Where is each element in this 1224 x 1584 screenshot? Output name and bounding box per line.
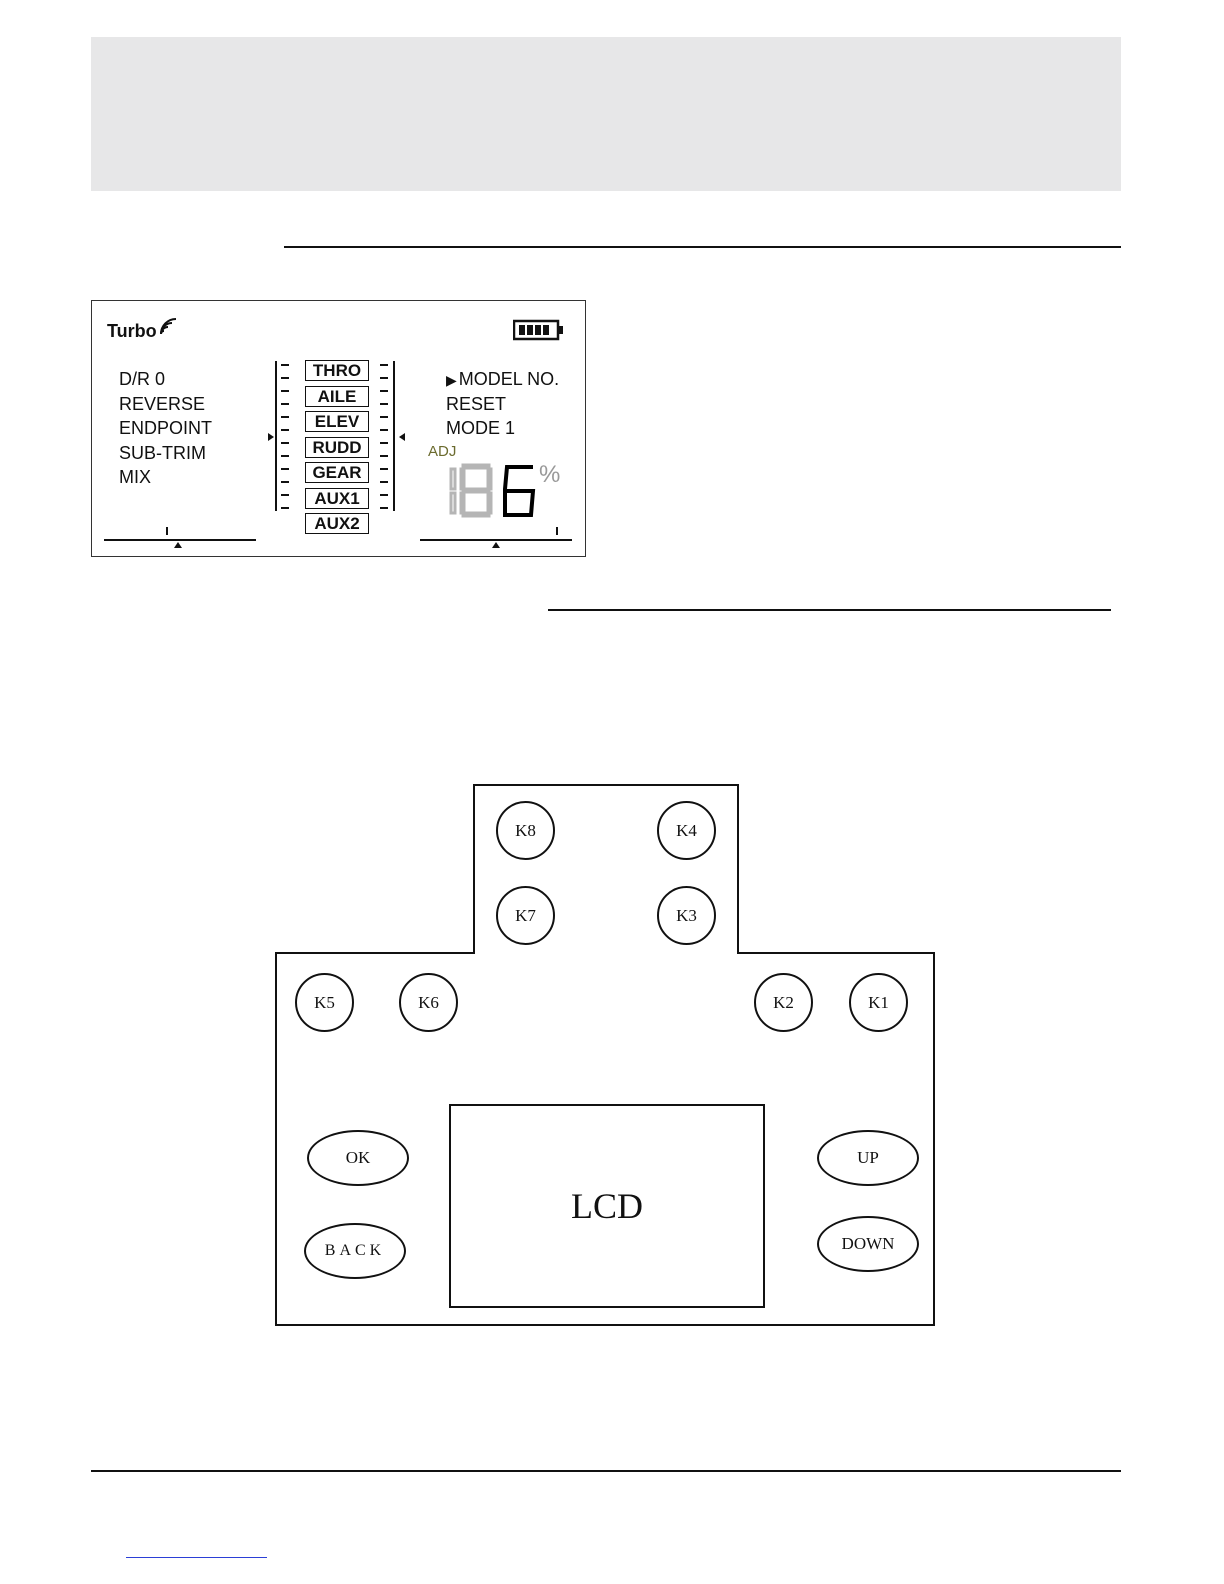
cursor-arrow-icon: ▶ (446, 372, 457, 388)
menu-item: MODE 1 (446, 418, 516, 438)
header-band (91, 37, 1121, 191)
model-menu (446, 367, 559, 441)
footer-link-underline[interactable] (126, 1557, 267, 1558)
key-k5[interactable]: K5 (295, 973, 354, 1032)
menu-item: RESET (446, 393, 507, 414)
key-k1[interactable]: K1 (849, 973, 908, 1032)
lcd-screen-illustration (91, 300, 586, 557)
channel-label: THRO (305, 360, 369, 381)
menu-item: MODEL NO. (458, 369, 560, 389)
channel-label: AUX2 (305, 513, 369, 534)
channel-label: AILE (305, 386, 369, 407)
left-bottom-slider (104, 525, 260, 549)
key-k7[interactable]: K7 (496, 886, 555, 945)
menu-item: MIX (119, 467, 152, 487)
key-k3[interactable]: K3 (657, 886, 716, 945)
adj-label: ADJ (428, 443, 457, 460)
menu-item: ENDPOINT (119, 418, 213, 438)
channel-label: RUDD (305, 437, 369, 458)
key-k8[interactable]: K8 (496, 801, 555, 860)
section-rule (548, 609, 1111, 611)
section-rule (284, 246, 1121, 248)
key-k4[interactable]: K4 (657, 801, 716, 860)
menu-item: D/R 0 (119, 369, 166, 389)
right-trim-scale (378, 359, 406, 515)
lcd-screen-area: LCD (449, 1104, 765, 1308)
channel-label: GEAR (305, 462, 369, 483)
function-menu (119, 367, 212, 490)
up-button[interactable]: UP (817, 1130, 919, 1186)
key-k6[interactable]: K6 (399, 973, 458, 1032)
key-k2[interactable]: K2 (754, 973, 813, 1032)
down-button[interactable]: DOWN (817, 1216, 919, 1272)
channel-list (305, 360, 369, 539)
left-trim-scale (268, 359, 292, 515)
percent-sign: % (539, 461, 561, 488)
menu-item: SUB-TRIM (119, 442, 206, 463)
menu-item: REVERSE (119, 393, 206, 414)
brand-label: Turbo (107, 321, 157, 341)
channel-label: ELEV (305, 411, 369, 432)
right-bottom-slider (420, 525, 576, 549)
battery-icon (513, 319, 565, 341)
footer-rule (91, 1470, 1121, 1472)
signal-icon (158, 317, 178, 337)
ok-button[interactable]: OK (307, 1130, 409, 1186)
channel-label: AUX1 (305, 488, 369, 509)
back-button[interactable]: BACK (304, 1223, 406, 1279)
